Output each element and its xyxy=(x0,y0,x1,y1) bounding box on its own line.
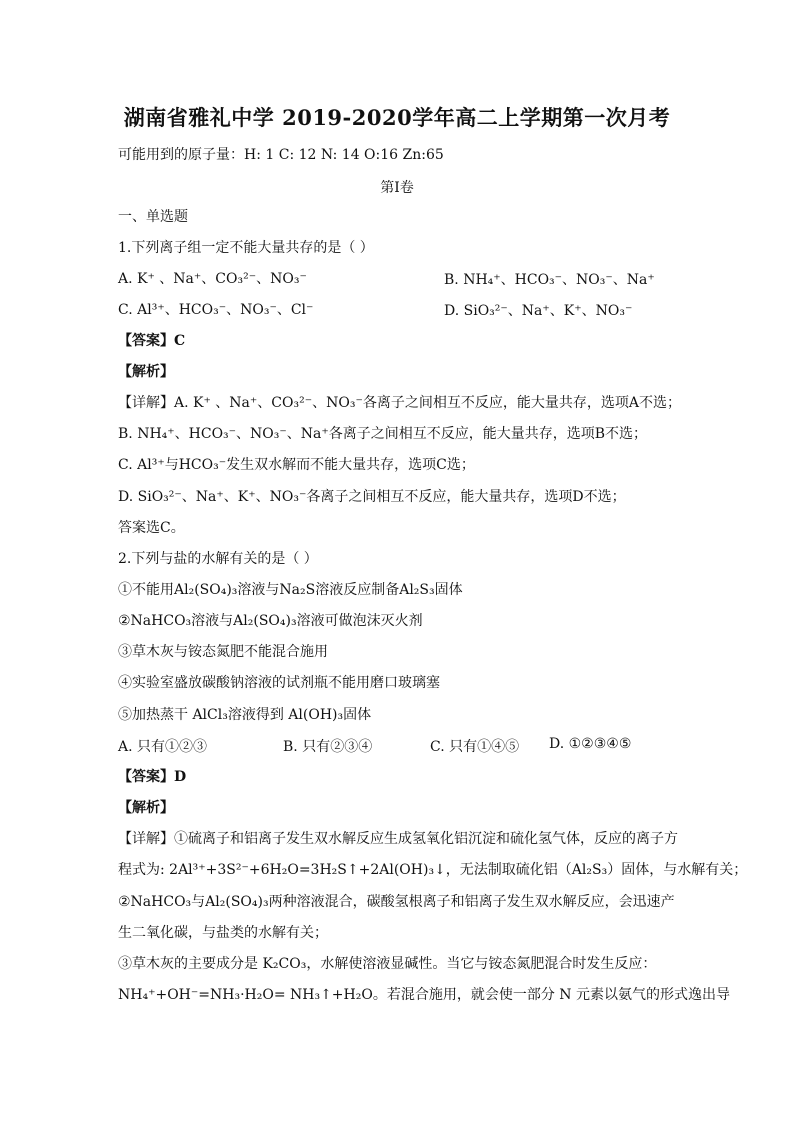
question-2-option-b: B. 只有②③④ xyxy=(283,739,373,755)
question-2-item-1: ①不能用Al₂(SO₄)₃溶液与Na₂S溶液反应制备Al₂S₃固体 xyxy=(118,582,463,598)
question-2-analysis-label: 【解析】 xyxy=(118,800,174,816)
question-2-item-2: ②NaHCO₃溶液与Al₂(SO₄)₃溶液可做泡沫灭火剂 xyxy=(118,613,423,629)
question-2-detail-6: NH₄⁺+OH⁻=NH₃·H₂O= NH₃↑+H₂O。若混合施用，就会使一部分 N 元素以氨气的形式逸出导 xyxy=(118,987,730,1003)
question-1-option-d: D. SiO₃²⁻、Na⁺、K⁺、NO₃⁻ xyxy=(444,303,633,319)
question-2-option-d: D. ①②③④⑤ xyxy=(549,736,632,752)
question-1-option-a: A. K⁺ 、Na⁺、CO₃²⁻、NO₃⁻ xyxy=(118,271,307,287)
question-1-analysis-label: 【解析】 xyxy=(118,364,174,380)
question-1-detail-3: C. Al³⁺与HCO₃⁻发生双水解而不能大量共存，选项C选； xyxy=(118,457,475,473)
question-1-answer: 【答案】C xyxy=(118,333,186,349)
question-1-detail-4: D. SiO₃²⁻、Na⁺、K⁺、NO₃⁻各离子之间相互不反应，能大量共存，选项D不选； xyxy=(118,489,626,505)
question-1-conclusion: 答案选C。 xyxy=(118,520,185,536)
atomic-mass-line: 可能用到的原子量：H: 1 C: 12 N: 14 O:16 Zn:65 xyxy=(118,147,444,163)
question-1-option-c: C. Al³⁺、HCO₃⁻、NO₃⁻、Cl⁻ xyxy=(118,302,314,318)
question-2-item-4: ④实验室盛放碳酸钠溶液的试剂瓶不能用磨口玻璃塞 xyxy=(118,675,440,691)
question-2-answer: 【答案】D xyxy=(118,769,187,785)
question-1-detail-2: B. NH₄⁺、HCO₃⁻、NO₃⁻、Na⁺各离子之间相互不反应，能大量共存，选项B不选； xyxy=(118,426,648,442)
question-2-detail-1: 【详解】①硫离子和铝离子发生双水解反应生成氢氧化铝沉淀和硫化氢气体，反应的离子方 xyxy=(118,831,678,847)
page-title: 湖南省雅礼中学 2019-2020学年高二上学期第一次月考 xyxy=(123,105,671,130)
question-2-item-5: ⑤加热蒸干 AlCl₃溶液得到 Al(OH)₃固体 xyxy=(118,707,372,723)
question-1-detail-1: 【详解】A. K⁺ 、Na⁺、CO₃²⁻、NO₃⁻各离子之间相互不反应，能大量共存，选项A不选； xyxy=(118,395,681,411)
volume-heading: 第I卷 xyxy=(380,180,414,196)
question-2-option-a: A. 只有①②③ xyxy=(118,739,208,755)
question-2-detail-5: ③草木灰的主要成分是 K₂CO₃，水解使溶液显碱性。当它与铵态氮肥混合时发生反应： xyxy=(118,956,657,972)
question-2-stem: 2.下列与盐的水解有关的是（ ） xyxy=(118,551,318,567)
question-1-stem: 1.下列离子组一定不能大量共存的是（ ） xyxy=(118,240,374,256)
question-2-option-c: C. 只有①④⑤ xyxy=(430,739,520,755)
question-2-detail-4: 生二氧化碳，与盐类的水解有关； xyxy=(118,925,328,941)
question-2-detail-2: 程式为: 2Al³⁺+3S²⁻+6H₂O=3H₂S↑+2Al(OH)₃↓，无法制取硫化铝（Al₂S₃）固体，与水解有关； xyxy=(118,862,748,878)
section-heading: 一、单选题 xyxy=(118,209,188,225)
question-2-detail-3: ②NaHCO₃与Al₂(SO₄)₃两种溶液混合，碳酸氢根离子和铝离子发生双水解反应，会迅速产 xyxy=(118,894,675,910)
question-2-item-3: ③草木灰与铵态氮肥不能混合施用 xyxy=(118,644,328,660)
question-1-option-b: B. NH₄⁺、HCO₃⁻、NO₃⁻、Na⁺ xyxy=(444,272,655,288)
